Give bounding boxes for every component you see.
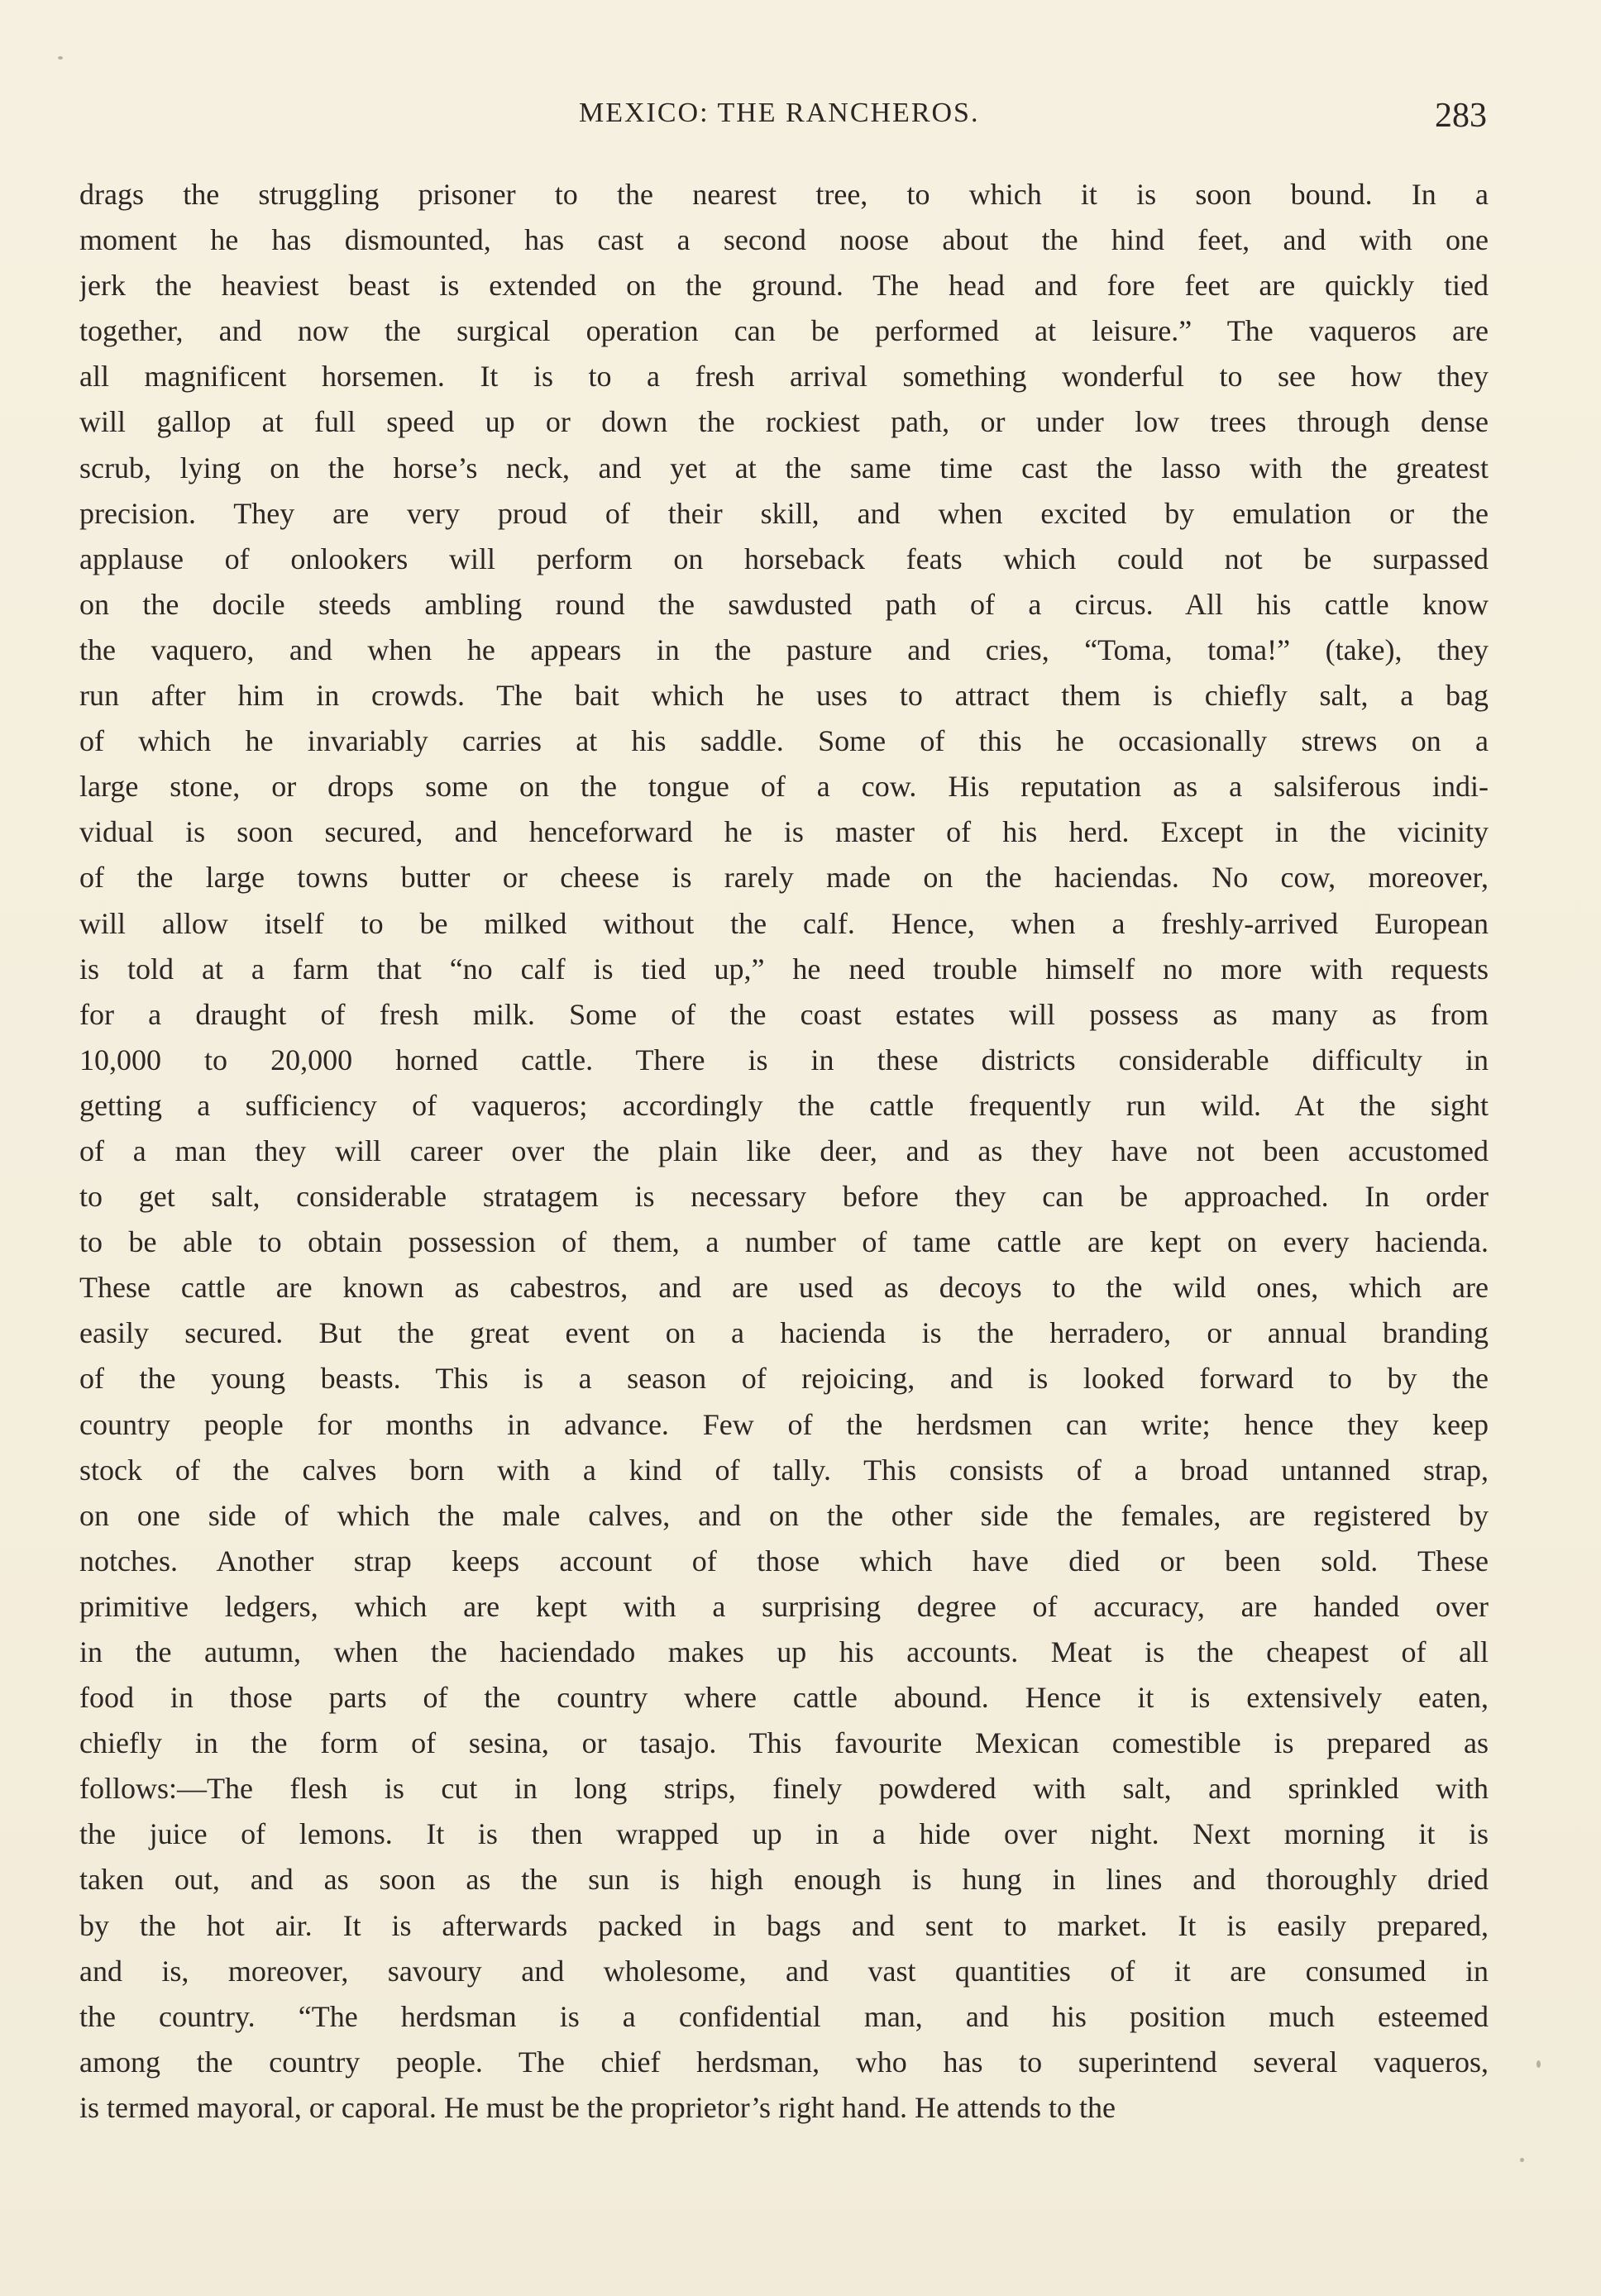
text-line: in the autumn, when the haciendado makes up his accounts. Meat is the cheapest of all <box>79 1635 1489 1668</box>
text-line: of which he invariably carries at his saddle. Some of this he occasionally strews on a <box>79 724 1489 758</box>
text-line: follows:—The flesh is cut in long strips, finely powdered with salt, and sprinkled with <box>79 1772 1489 1806</box>
text-line: These cattle are known as cabestros, and are used as decoys to the wild ones, which are <box>79 1271 1489 1305</box>
text-line: country people for months in advance. Few of the herdsmen can write; hence they keep <box>79 1407 1489 1441</box>
text-line: getting a sufficiency of vaqueros; accordingly the cattle frequently run wild. At the sight <box>79 1088 1489 1122</box>
text-line: drags the struggling prisoner to the nearest tree, to which it is soon bound. In a <box>79 178 1489 211</box>
text-line: to get salt, considerable stratagem is necessary before they can be approached. In order <box>79 1180 1489 1214</box>
text-line: to be able to obtain possession of them, a number of tame cattle are kept on every hacienda. <box>79 1225 1489 1259</box>
text-line: vidual is soon secured, and henceforward he is master of his herd. Except in the vicinity <box>79 815 1489 849</box>
text-line: and is, moreover, savoury and wholesome, and vast quantities of it are consumed in <box>79 1954 1489 1988</box>
body-text <box>79 172 1489 2131</box>
paper-speck <box>1536 2060 1541 2068</box>
paper-speck <box>58 56 63 60</box>
text-line: large stone, or drops some on the tongue of a cow. His reputation as a salsiferous indi- <box>79 770 1489 804</box>
text-line: primitive ledgers, which are kept with a surprising degree of accuracy, are handed over <box>79 1589 1489 1623</box>
running-head <box>0 98 1601 147</box>
text-line: moment he has dismounted, has cast a second noose about the hind feet, and with one <box>79 223 1489 257</box>
text-line: easily secured. But the great event on a hacienda is the herradero, or annual branding <box>79 1316 1489 1350</box>
text-line: is told at a farm that “no calf is tied up,” he need trouble himself no more with requests <box>79 952 1489 986</box>
text-line: will allow itself to be milked without the calf. Hence, when a freshly-arrived European <box>79 906 1489 940</box>
text-line: taken out, and as soon as the sun is high enough is hung in lines and thoroughly dried <box>79 1863 1489 1897</box>
text-line: applause of onlookers will perform on horseback feats which could not be surpassed <box>79 542 1489 575</box>
text-line: the juice of lemons. It is then wrapped up in a hide over night. Next morning it is <box>79 1817 1489 1851</box>
text-line: precision. They are very proud of their skill, and when excited by emulation or the <box>79 496 1489 530</box>
text-line: stock of the calves born with a kind of tally. This consists of a broad untanned strap, <box>79 1453 1489 1487</box>
text-line: together, and now the surgical operation can be performed at leisure.” The vaqueros are <box>79 314 1489 348</box>
text-line: will gallop at full speed up or down the rockiest path, or under low trees through dense <box>79 405 1489 439</box>
text-line: food in those parts of the country where cattle abound. Hence it is extensively eaten, <box>79 1681 1489 1715</box>
text-line: of the large towns butter or cheese is rarely made on the haciendas. No cow, moreover, <box>79 861 1489 895</box>
text-line: run after him in crowds. The bait which he uses to attract them is chiefly salt, a bag <box>79 679 1489 713</box>
text-line: chiefly in the form of sesina, or tasajo. This favourite Mexican comestible is prepared as <box>79 1726 1489 1760</box>
text-line: by the hot air. It is afterwards packed in bags and sent to market. It is easily prepared, <box>79 1908 1489 1942</box>
paper-speck <box>1520 2158 1524 2162</box>
text-line: on the docile steeds ambling round the sawdusted path of a circus. All his cattle know <box>79 587 1489 621</box>
text-line: on one side of which the male calves, and on the other side the females, are registered by <box>79 1498 1489 1532</box>
running-title: MEXICO: THE RANCHEROS. <box>579 98 980 128</box>
text-line: notches. Another strap keeps account of those which have died or been sold. These <box>79 1544 1489 1578</box>
page-number: 283 <box>1435 97 1487 135</box>
text-line: of a man they will career over the plain like deer, and as they have not been accustomed <box>79 1134 1489 1167</box>
text-line: the country. “The herdsman is a confidential man, and his position much esteemed <box>79 1999 1489 2033</box>
text-line: of the young beasts. This is a season of rejoicing, and is looked forward to by the <box>79 1362 1489 1396</box>
text-line: scrub, lying on the horse’s neck, and yet at the same time cast the lasso with the greatest <box>79 451 1489 484</box>
text-line: 10,000 to 20,000 horned cattle. There is in these districts considerable difficulty in <box>79 1043 1489 1076</box>
text-line: among the country people. The chief herdsman, who has to superintend several vaqueros, <box>79 2045 1489 2079</box>
text-line: is termed mayoral, or caporal. He must be the proprietor’s right hand. He attends to the <box>79 2090 1116 2124</box>
text-line: for a draught of fresh milk. Some of the coast estates will possess as many as from <box>79 997 1489 1031</box>
text-line: all magnificent horsemen. It is to a fresh arrival something wonderful to see how they <box>79 360 1489 394</box>
text-line: the vaquero, and when he appears in the pasture and cries, “Toma, toma!” (take), they <box>79 632 1489 666</box>
text-line: jerk the heaviest beast is extended on the ground. The head and fore feet are quickly tied <box>79 269 1489 303</box>
